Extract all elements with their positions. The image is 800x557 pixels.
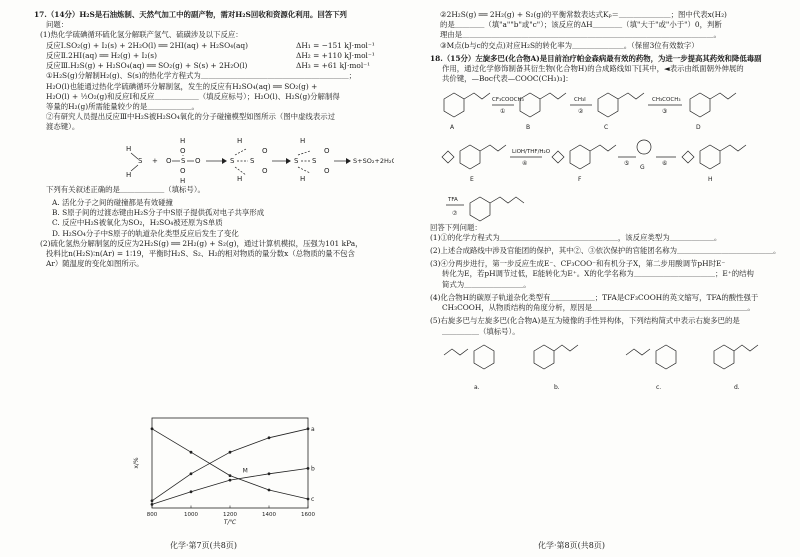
svg-text:S: S [138, 156, 143, 165]
series-line-b [152, 468, 308, 504]
series-label-a: a [311, 425, 315, 433]
svg-text:S: S [230, 156, 235, 165]
mechanism-product-label: S+SO₂+2H₂O [353, 156, 394, 165]
r-line-3: 理由是＿＿＿＿＿＿＿＿＿＿＿＿＿＿＿＿＿＿＿＿＿＿＿＿＿＿＿＿＿＿＿＿＿＿。 [440, 30, 721, 40]
series-point-a [190, 472, 193, 475]
left-page-footer: 化学·第7页(共8页) [170, 540, 237, 550]
answer-3a: (3)④分两步进行，第一步反应生成E⁻、CF₃COO⁻和有机分子X，第二步用酸调节pH时E⁻ [430, 259, 726, 269]
compound-label-H: H [708, 175, 713, 183]
compound-label-D: D [696, 123, 701, 131]
dopa-choices [430, 337, 790, 397]
sub2-line-b: 投料比n(H₂S)∶n(Ar) = 1∶19，平衡时H₂S、S₂、H₂的相对物质的量分数x（总物质的量不包含 [46, 248, 355, 258]
q17-intro-line2: 问题： [46, 20, 69, 30]
x-tick-label: 1600 [301, 512, 315, 518]
r-line-4: ③M点(b与c的交点)对应H₂S的转化率为＿＿＿＿＿＿＿。（保留3位有效数字） [440, 40, 699, 50]
q18-intro-line3: 共价键，—Boc代表—COOC(CH₃)₃]： [442, 74, 573, 84]
equilibrium-chart [128, 410, 318, 528]
reagent-lioh: LiOH/THF/H₂O [512, 148, 551, 155]
series-point-c [229, 474, 232, 477]
compound-label-G: G [640, 163, 645, 171]
series-point-c [307, 498, 310, 501]
answer-1: (1)①的化学方程式为＿＿＿＿＿＿＿＿＿＿＿＿＿＿＿＿，该反应类型为＿＿＿＿＿＿。 [430, 232, 722, 242]
synthesis-route-svg [430, 85, 790, 223]
left-column [34, 10, 394, 269]
s1-q2-line-a: ②有研究人员提出反应Ⅲ中H₂S被H₂SO₄氧化的分子碰撞模型如图所示（图中虚线表示过 [46, 112, 335, 122]
x-tick-label: 1000 [184, 512, 198, 518]
chart-frame [152, 418, 308, 508]
step-mark-3: ③ [662, 107, 668, 115]
q18-intro-line1: 18.（15分）左旋多巴(化合物A)是目前治疗帕金森病最有效的药物，为进一步提高其药效和降低毒副 [430, 53, 762, 63]
reagent-cf3cooch3: CF₃COOCH₃ [492, 96, 524, 103]
x-tick-label: 1400 [262, 512, 276, 518]
right-page [408, 0, 800, 557]
x-axis-label: T/℃ [223, 519, 237, 526]
series-line-c [152, 429, 308, 499]
svg-text:O: O [324, 166, 330, 175]
series-point-b [307, 467, 310, 470]
q17-intro-line1: 17.（14分）H₂S是石油炼制、天然气加工中的副产物，需对H₂S回收和资源化利用。回答下列 [34, 10, 347, 19]
svg-text:O: O [262, 146, 268, 155]
reagent-tfa: TFA [448, 196, 458, 203]
answer-5a: (5)右旋多巴与左旋多巴(化合物A)是互为镜像的手性异构体，下列结构简式中表示右旋多巴的是 [430, 316, 740, 326]
svg-text:H: H [300, 136, 306, 145]
series-line-a [152, 429, 308, 501]
y-axis-label: x/% [133, 457, 140, 469]
r-line-1: ②2H₂S(g) ══ 2H₂(g) + S₂(g)的平衡常数表达式Kₚ＝＿＿＿＿＿＿＿；图中代表x(H₂) [440, 10, 727, 19]
svg-text:H: H [300, 174, 306, 183]
answer-2: (2)上述合成路线中涉及官能团的保护，其中②、③依次保护的官能团名称为＿＿＿＿＿＿＿＿＿＿＿＿＿。 [430, 245, 781, 255]
answer-3c: 简式为＿＿＿＿＿＿＿＿。 [442, 279, 531, 289]
choice-label-a: a. [474, 383, 480, 391]
svg-text:S: S [250, 156, 255, 165]
svg-text:H: H [180, 136, 186, 145]
series-point-a [151, 499, 154, 502]
svg-text:O: O [324, 146, 330, 155]
reaction-row [34, 51, 394, 61]
point-m-label: M [242, 467, 248, 475]
reaction-equation: 反应Ⅱ.2HI(aq) ══ H₂(g) + I₂(s) [46, 50, 157, 60]
step-mark-6: ⑥ [662, 159, 668, 167]
choice-label-d: d. [734, 383, 740, 391]
series-point-a [268, 436, 271, 439]
mechanism-question: 下列有关叙述正确的是＿＿＿＿＿＿（填标号）。 [46, 184, 205, 194]
option-d: D. H₂SO₄分子中S原子的轨道杂化类型反应后发生了变化 [52, 228, 239, 238]
step-mark-4: ④ [522, 159, 528, 167]
series-point-c [268, 489, 271, 492]
right-page-footer: 化学·第8页(共8页) [538, 540, 605, 550]
svg-text:H: H [180, 176, 186, 185]
series-label-c: c [311, 496, 315, 503]
svg-text:+: + [152, 156, 158, 165]
reaction-enthalpy: ΔH₃ = +61 kJ·mol⁻¹ [296, 61, 371, 71]
series-point-b [229, 479, 232, 482]
s1-q1-line-d: 等量的H₂(g)所需能量较少的是＿＿＿＿＿＿。 [46, 101, 199, 111]
svg-text:S: S [312, 156, 317, 165]
step-mark-2: ② [578, 107, 584, 115]
svg-text:O: O [262, 166, 268, 175]
svg-text:H: H [126, 170, 132, 179]
answer-4b: CH₃COOH，从物质结构的角度分析，原因是＿＿＿＿＿＿＿＿＿＿＿＿＿＿＿＿＿＿＿＿＿。 [442, 303, 755, 313]
series-label-b: b [311, 465, 315, 473]
step-mark-7: ⑦ [452, 209, 458, 217]
choice-label-c: c. [656, 383, 662, 391]
compound-label-A: A [450, 123, 455, 131]
svg-text:O: O [166, 156, 172, 165]
step-mark-5: ⑤ [624, 159, 630, 167]
reaction-row [34, 41, 394, 51]
r-line-2: 的是＿＿＿＿（填"a""b"或"c"）；该反应的ΔH＿＿＿＿（填"大于"或"小于"）0，判断 [440, 20, 722, 30]
chart-svg [128, 410, 318, 528]
option-a: A. 活化分子之间的碰撞都是有效碰撞 [52, 197, 173, 207]
series-point-c [190, 451, 193, 454]
answer-3b: 转化为E，若pH调节过低，E能转化为E⁺。X的化学名称为＿＿＿＿＿＿＿＿＿＿＿；E⁺的结构 [442, 269, 754, 279]
series-point-b [268, 472, 271, 475]
series-point-b [151, 503, 154, 506]
dopa-choices-svg [430, 337, 790, 397]
sub1-title: (1)热化学硫碘循环硫化氢分解联产氢气、硫磺涉及以下反应： [40, 30, 243, 40]
svg-text:O: O [180, 146, 186, 155]
reaction-enthalpy: ΔH₂ = +110 kJ·mol⁻¹ [296, 50, 375, 60]
s1-q2-line-b: 渡态键）。 [46, 122, 80, 132]
right-column [430, 10, 790, 397]
svg-text:S: S [294, 156, 299, 165]
q18-intro-line2: 作用，通过化学修饰制备其衍生物(化合物H)的合成路线如下[其中，◄表示由纸面朝外伸展的 [442, 64, 744, 74]
reaction-list [34, 41, 394, 72]
compound-label-B: B [526, 123, 531, 131]
reagent-ch3coch3: CH₃COCH₃ [652, 96, 681, 103]
answer-5b: ＿＿＿＿＿（填标号）。 [442, 326, 520, 336]
mechanism-svg [34, 133, 394, 185]
compound-label-C: C [604, 123, 609, 131]
option-b: B. S原子间的过渡态键由H₂S分子中S原子提供孤对电子共享形成 [52, 208, 265, 218]
answer-4a: (4)化合物H的碳原子轨道杂化类型有＿＿＿＿＿＿；TFA是CF₃COOH的英文缩写，TFA的酸性强于 [430, 292, 759, 302]
s1-q1-line-c: H₂O(l) + ½O₂(g)和反应Ⅰ和反应＿＿＿＿＿＿（填反应标号）；H₂O(l)、H₂S(g)分解制得 [46, 91, 340, 101]
series-point-a [229, 451, 232, 454]
sub2-line-a: (2)硫化氢热分解制氢的反应为2H₂S(g) ══ 2H₂(g) + S₂(g)，通过计算机模拟，压强为101 kPa， [40, 238, 363, 248]
s1-q1-line-b: H₂O(l)也能通过热化学硫碘循环分解制氢，发生的反应有H₂SO₄(aq) ══ SO₂(g) + [46, 81, 318, 91]
series-point-b [190, 490, 193, 493]
step-mark-1: ① [500, 107, 506, 115]
series-point-c [151, 427, 154, 430]
reaction-row [34, 61, 394, 71]
x-tick-label: 1200 [223, 512, 237, 518]
svg-text:H: H [237, 174, 243, 183]
choice-label-b: b. [554, 383, 560, 391]
compound-label-E: E [470, 175, 474, 183]
svg-text:H: H [126, 144, 132, 153]
synthesis-route [430, 85, 790, 223]
reaction-equation: 反应Ⅰ.SO₂(g) + I₂(s) + 2H₂O(l) ══ 2HI(aq) + H₂SO₄(aq) [46, 40, 249, 50]
option-c: C. 反应中H₂S被氧化为SO₂，H₂SO₄被还原为S单质 [52, 218, 223, 228]
svg-text:O: O [195, 156, 201, 165]
reaction-equation: 反应Ⅲ.H₂S(g) + H₂SO₄(aq) ══ SO₂(g) + S(s) + 2H₂O(l) [46, 61, 248, 71]
reagent-ch3i: CH₃I [574, 96, 586, 103]
collision-mechanism-diagram [34, 133, 394, 185]
svg-text:H: H [237, 136, 243, 145]
series-point-a [307, 427, 310, 430]
s1-q1-line-a: ①H₂S(g)分解制H₂(g)、S(s)的热化学方程式为＿＿＿＿＿＿＿＿＿＿＿＿＿＿＿＿＿＿＿＿； [46, 71, 357, 81]
sub2-line-c: Ar）随温度的变化如图所示。 [46, 259, 144, 269]
x-tick-label: 800 [146, 512, 158, 518]
svg-text:S: S [181, 156, 186, 165]
answer-intro: 回答下列问题： [430, 222, 482, 232]
compound-label-F: F [578, 175, 582, 183]
reaction-enthalpy: ΔH₁ = −151 kJ·mol⁻¹ [296, 40, 375, 50]
svg-text:O: O [180, 166, 186, 175]
